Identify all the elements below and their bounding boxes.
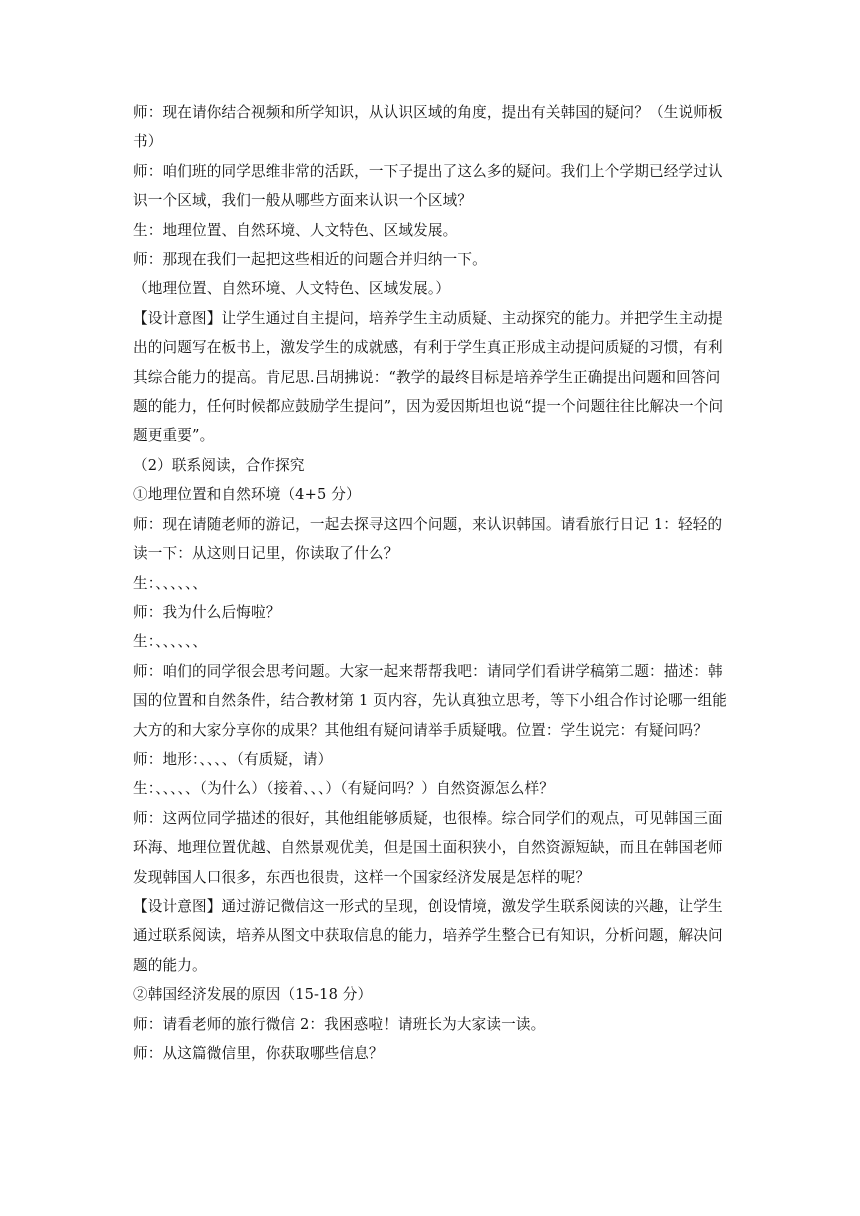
paragraph-student-resources: 生：、、、、、（为什么）（接着、、、）（有疑问吗？）自然资源怎么样？ [133, 780, 554, 798]
paragraph-design-intent-2: 【设计意图】通过游记微信这一形式的呈现，创设情境，激发学生联系阅读的兴趣，让学生通过联系阅读，培养从图文中获取信息的能力，培养学生整合已有知识，分析问题，解决问题的能力。 [133, 897, 723, 974]
paragraph-travel-wechat-2: 师：请看老师的旅行微信 2：我困惑啦！请班长为大家读一读。 [133, 1015, 546, 1033]
paragraph-info-question: 师：从这篇微信里，你获取哪些信息？ [133, 1045, 384, 1062]
paragraph-teacher-summary: 师：那现在我们一起把这些相近的问题合并归纳一下。 [133, 251, 487, 269]
section-heading-reading-inquiry: （2）联系阅读，合作探究 [133, 456, 305, 474]
paragraph-student-response-3: 生：、、、、、、 [133, 633, 208, 651]
paragraph-group-task: 师：咱们的同学很会思考问题。大家一起来帮帮我吧：请同学们看讲学稿第二题：描述：韩国的位置和自然条件，结合教材第 1 页内容，先认真独立思考，等下小组合作讨论哪一组能大方的和大家分享你的成果？其他组有疑问请举手质疑哦。位置：学生说完：有疑问吗？ [133, 662, 728, 739]
subheading-location-environment: ①地理位置和自然环境（4+5 分） [133, 486, 361, 504]
paragraph-terrain: 师：地形：、、、、（有质疑，请） [133, 750, 333, 768]
paragraph-parenthetical-topics: （地理位置、自然环境、人文特色、区域发展。） [133, 280, 451, 298]
paragraph-teacher-question-prompt: 师：现在请你结合视频和所学知识，从认识区域的角度，提出有关韩国的疑问？（生说师板书） [133, 104, 723, 151]
document-body [133, 98, 729, 1068]
paragraph-student-response-2: 生：、、、、、、 [133, 574, 208, 592]
paragraph-student-answer-1: 生：地理位置、自然环境、人文特色、区域发展。 [133, 221, 458, 239]
paragraph-travel-diary-1: 师：现在请随老师的游记，一起去探寻这四个问题，来认识韩国。请看旅行日记 1：轻轻的读一下：从这则日记里，你读取了什么？ [133, 515, 723, 563]
paragraph-teacher-regret-question: 师：我为什么后悔啦？ [133, 603, 281, 621]
subheading-economic-reasons: ②韩国经济发展的原因（15-18 分） [133, 986, 373, 1004]
paragraph-design-intent-1: 【设计意图】让学生通过自主提问，培养学生主动质疑、主动探究的能力。并把学生主动提出的问题写在板书上，激发学生的成就感，有利于学生真正形成主动提问质疑的习惯，有利其综合能力的提高。肯尼思.吕胡拂说：“教学的最终目标是培养学生正确提出问题和回答问题的能力，任何时候都应鼓励学生提问”，因为爱因斯坦也说“提一个问题往往比解决一个问题更重要”。 [133, 309, 724, 445]
paragraph-teacher-praise-question: 师：咱们班的同学思维非常的活跃，一下子提出了这么多的疑问。我们上个学期已经学过认识一个区域，我们一般从哪些方面来认识一个区域？ [133, 162, 723, 210]
paragraph-teacher-conclusion: 师：这两位同学描述的很好，其他组能够质疑，也很棒。综合同学们的观点，可见韩国三面环海、地理位置优越、自然景观优美，但是国土面积狭小，自然资源短缺，而且在韩国老师发现韩国人口很多，东西也很贵，这样一个国家经济发展是怎样的呢？ [133, 809, 723, 886]
